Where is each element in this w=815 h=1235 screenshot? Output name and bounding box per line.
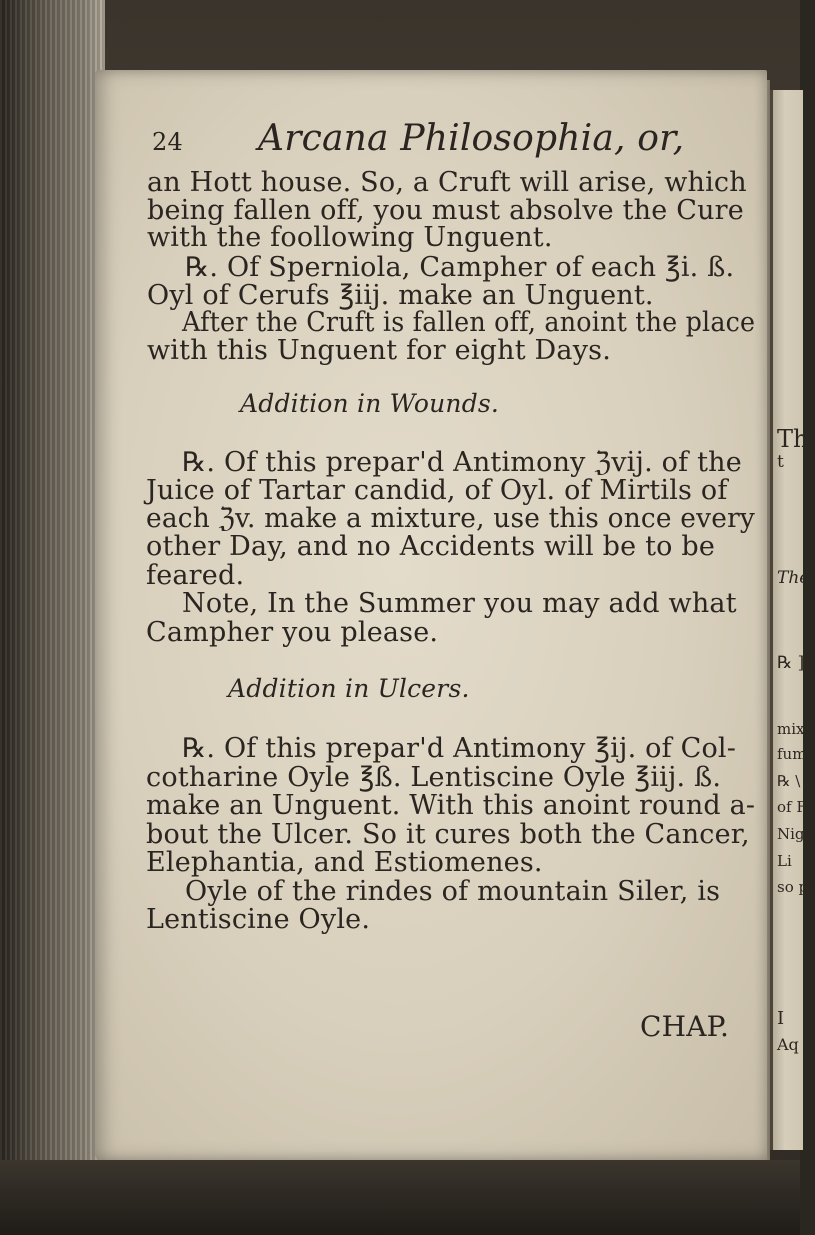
- running-title: Arcana Philosophia, or,: [258, 118, 685, 159]
- next-page-fragment: fum: [777, 745, 807, 763]
- text-line: ℞. Of this prepar'd Antimony ℥ij. of Col-: [182, 733, 737, 764]
- text-line: Note, In the Summer you may add what: [182, 588, 737, 619]
- next-page-fragment: Aq: [777, 1035, 799, 1054]
- section-heading: Addition in Wounds.: [240, 389, 500, 418]
- next-page-fragment: ℞ \: [777, 772, 801, 790]
- text-line: being fallen off, you must absolve the Cure: [147, 195, 744, 226]
- text-line: bout the Ulcer. So it cures both the Cancer,: [146, 819, 750, 850]
- text-line: Oyl of Cerufs ℥iij. make an Unguent.: [147, 280, 654, 311]
- text-line: make an Unguent. With this anoint round a-: [146, 790, 756, 821]
- text-line: each ℨv. make a mixture, use this once every: [146, 503, 756, 534]
- page-number: 24: [152, 128, 183, 156]
- book-gutter: [0, 0, 105, 1235]
- next-page-fragment: ℞ ]: [777, 653, 805, 673]
- next-page-fragment: t: [777, 452, 784, 472]
- text-line: Juice of Tartar candid, of Oyl. of Mirtils of: [146, 475, 728, 506]
- next-page-fragment: so pr: [777, 878, 815, 896]
- text-line: with the foollowing Unguent.: [147, 222, 553, 253]
- next-page-fragment: of F: [777, 798, 807, 816]
- text-line: feared.: [146, 560, 245, 591]
- text-line: ℞. Of this prepar'd Antimony ℨvij. of the: [182, 447, 742, 478]
- section-heading: Addition in Ulcers.: [228, 674, 470, 703]
- text-line: Elephantia, and Estiomenes.: [146, 847, 543, 878]
- text-line: Oyle of the rindes of mountain Siler, is: [185, 876, 721, 907]
- text-line: Campher you please.: [146, 617, 439, 648]
- next-page-fragment: Nig: [777, 825, 805, 843]
- text-line: other Day, and no Accidents will be to be: [146, 531, 716, 562]
- next-page-fragment: mix: [777, 720, 805, 738]
- catchword: CHAP.: [640, 1010, 730, 1043]
- text-line: Lentiscine Oyle.: [146, 904, 371, 935]
- next-page-fragment: Th: [777, 425, 809, 453]
- next-page-fragment: The: [777, 568, 810, 588]
- next-page-edge: [770, 90, 815, 1150]
- next-page-fragment: I: [777, 1008, 785, 1029]
- next-page-fragment: Li: [777, 852, 792, 870]
- text-line: an Hott house. So, a Cruft will arise, which: [147, 167, 747, 198]
- text-line: cotharine Oyle ℥ß. Lentiscine Oyle ℥iij. ß.: [146, 762, 722, 793]
- text-line: with this Unguent for eight Days.: [147, 335, 611, 366]
- bottom-shadow: [0, 1160, 800, 1235]
- text-line: ℞. Of Sperniola, Campher of each ℥i. ß.: [185, 252, 735, 283]
- text-line: After the Cruft is fallen off, anoint the place: [182, 307, 756, 338]
